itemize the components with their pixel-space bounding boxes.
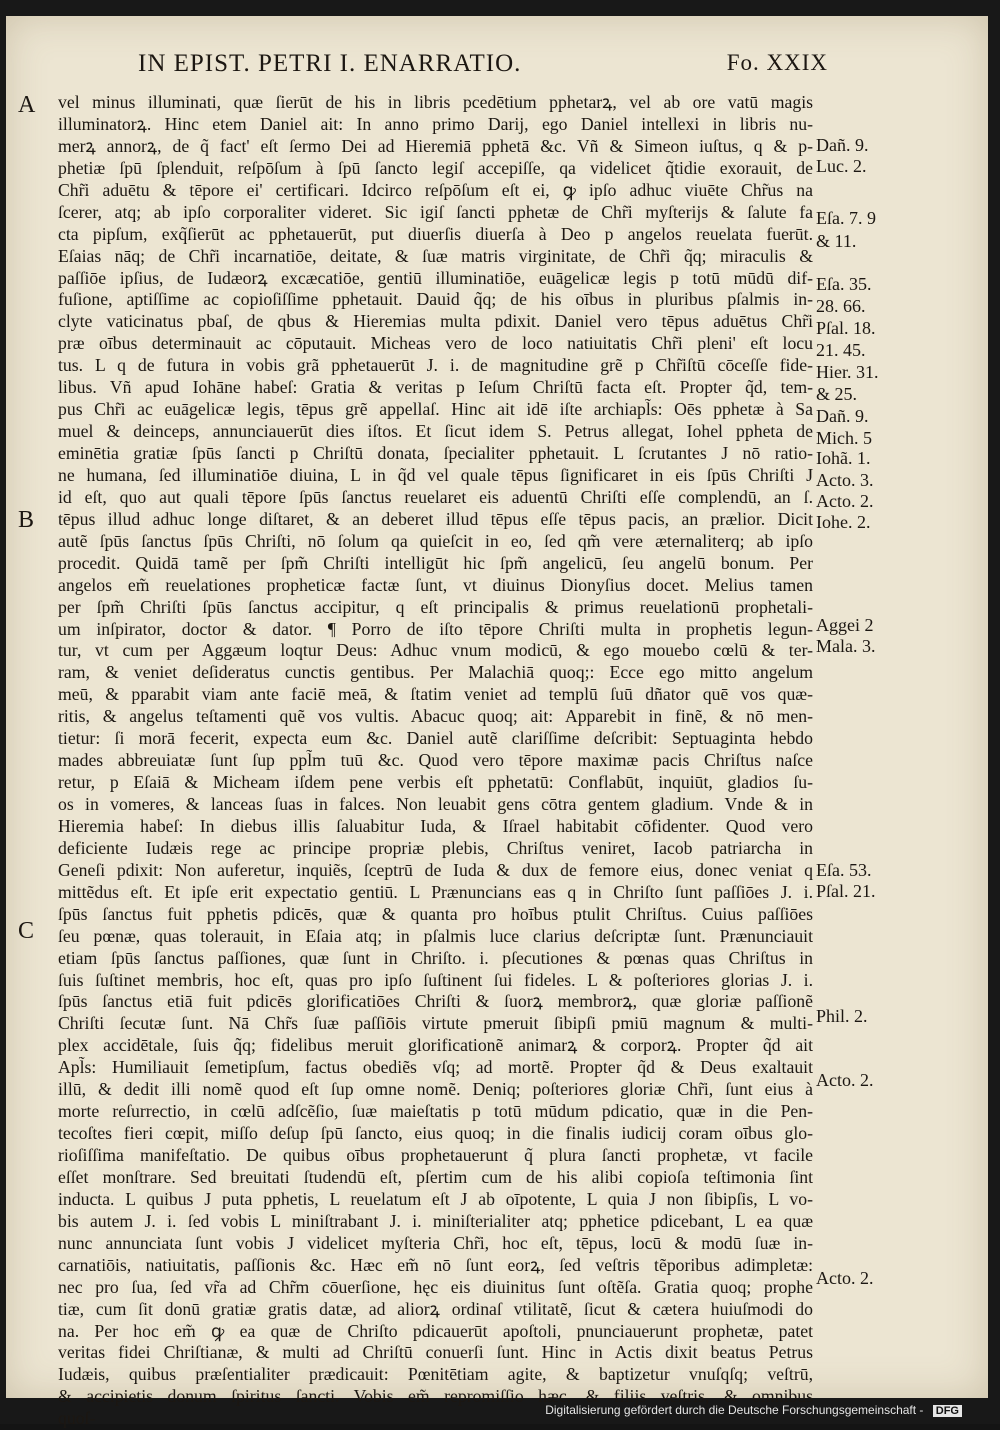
text-line: Hieremia habeſ: In diebus illis ſaluabitur Iuda, & Iſrael habitabit cōfidenter. Quod vero (58, 815, 813, 836)
margin-note: Mala. 3. (816, 636, 876, 656)
text-line: quoſ- (58, 1408, 96, 1429)
dfg-logo: DFG (933, 1405, 962, 1417)
text-line: plex accidētale, ſuis q̃q; fidelibus meruit glorificationẽ animarꝝ & corporꝝ. Propter q̃d ait (58, 1035, 813, 1056)
text-line: etiam ſpūs ſanctus paſſiones, quæ ſunt in Chriſto. i. pſecutiones & pœnas quas Chriſtus in (58, 947, 813, 968)
margin-note: Dañ. 9. (816, 406, 869, 426)
text-line: & accipietis donum ſpiritus ſancti. Vobis em̃ repromiſſio hæc, & filijs veſtris, & omnibus (58, 1386, 813, 1407)
text-line: ſpūs ſanctus fuit pphetis pdicēs, quæ & quanta pro hoībus ptulit Chriſtus. Cuius paſſiōes (58, 903, 813, 924)
margin-note: Eſa. 35. (816, 274, 872, 294)
margin-note: Dañ. 9. (816, 135, 869, 155)
margin-note: Mich. 5 (816, 428, 872, 448)
margin-note: Acto. 2. (816, 1070, 874, 1090)
text-line: retur, p Eſaiā & Micheam iſdem pene verbis eſt pphetatū: Conflabūt, inquiūt, gladios ſu- (58, 772, 813, 793)
folio-number: Fo. XXIX (726, 50, 828, 75)
text-line: cta pipſum, exq̃ſierūt ac pphetauerūt, put diuerſis diuerſa à Deo p angelos reuelata fuerūt. (58, 223, 813, 244)
margin-note: Iohe. 2. (816, 512, 871, 532)
text-line: ritis, & angelus teſtamenti quẽ vos vultis. Abacuc quoq; ait: Apparebit in finẽ, & nō men- (58, 706, 813, 727)
text-line: tietur: ſi morā fecerit, expecta eum &c. Daniel autẽ clariſſime deſcribit: Septuaginta hebdo (58, 728, 813, 749)
text-line: tus. L q de futura in vobis grã pphetauerūt J. i. de magnitudine grẽ p Chr̃iſtū cōceſſe fide- (58, 355, 813, 376)
text-line: carnatiōis, natiuitatis, paſſionis &c. Hæc em̃ nō ſunt eorꝝ, ſed veſtris tẽporibus adimpletæ: (58, 1254, 813, 1275)
text-line: Chr̃i aduētu & tēpore ei' certificari. Idcirco reſpōſum eſt ei, ꝙ ipſo adhuc viuēte Chr̃us na (58, 179, 813, 200)
text-line: Apl̃s: Humiliauit ſemetipſum, factus obediẽs vſq; ad mortẽ. Propter q̃d & Deus exaltauit (58, 1057, 813, 1078)
text-line: merꝝ annorꝝ, de q̃ fact' eſt ſermo Dei ad Hieremiā pphetā &c. Vñ & Simeon iuſtus, q & p- (58, 135, 813, 156)
text-line: clyte vaticinatus pbaſ, de qbus & Hieremias multa pdixit. Daniel vero tēpus aduētus Chr̃i (58, 311, 813, 332)
text-line: ſpūs ſanctus etiā fuit pdicēs glorificatiōes Chriſti & ſuorꝝ membrorꝝ, quæ gloriæ paſſionẽ (58, 991, 813, 1012)
text-line: mittẽdus eſt. Et ipſe erit expectatio gentiū. L Prænuncians eas q in Chriſto ſunt paſſiōes J. i. (58, 881, 813, 902)
running-title: IN EPIST. PETRI I. ENARRATIO. (138, 50, 522, 77)
text-line: meū, & pparabit viam ante faciē meā, & ſtatim veniet ad templū ſuū dñator quē vos quæ- (58, 684, 813, 705)
text-line: morte reſurrectio, in cœlū adſcẽſio, ſuæ maieſtatis p totū mūdum pdicatio, quæ in die Pen- (58, 1101, 813, 1122)
text-line: veritas fidei Chriſtianæ, & multi ad Chriſtū conuerſi ſunt. Hinc in Actis dixit beatus Petrus (58, 1342, 813, 1363)
text-line: per ſpm̃ Chriſti ſpūs ſanctus accipitur, q eſt principalis & primus reuelationū prophetali- (58, 596, 813, 617)
margin-note: Acto. 2. (816, 1268, 874, 1288)
text-line: Geneſi pdixit: Non auferetur, inquiẽs, ſceptrū de Iuda & dux de femore eius, donec veniat q (58, 859, 813, 880)
margin-note: 21. 45. (816, 340, 866, 360)
text-line: fuſione, aptiſſime ac copioſiſſime pphetauit. Dauid q̃q; de his oībus in pluribus pſalmis in- (58, 289, 813, 310)
text-line: Chriſti ſecutæ ſunt. Nā Chr̃s ſuæ paſſiōis virtute pmeruit ſibipſi pmiū magnum & multi- (58, 1013, 813, 1034)
text-line: bis autem J. i. ſed vobis L miniſtrabant J. i. miniſterialiter atq; pphetice pdicebant, L ea quæ (58, 1210, 813, 1231)
text-line: paſſiōe ipſius, de Iudæorꝝ excæcatiōe, gentiū illuminatiōe, euāgelicæ legis p totū mūdū dif- (58, 267, 813, 288)
text-line: Iudæis, quibus præſentialiter prædicauit: Pœnitētiam agite, & baptizetur vnuſqſq; veſtrū, (58, 1364, 813, 1385)
text-line: libus. Vñ apud Iohāne habeſ: Gratia & veritas p Ieſum Chriſtū facta eſt. Propter q̃d, tem- (58, 377, 813, 398)
text-line: ſcerer, atq; ab ipſo corporaliter videret. Sic igiſ ſancti pphetæ de Chr̃i myſterijs & ſalute fa (58, 201, 813, 222)
text-line: rioſiſſima manifeſtatio. De quibus oībus prophetauerunt q̃ plura ſancti prophetæ, vt facile (58, 1145, 813, 1165)
text-line: ſuis ſuſtinet membris, hoc eſt, quas pro ipſo ſuſtinent ſui fideles. L & poſteriores glorias J. i. (58, 969, 813, 990)
text-line: tur, vt cum per Aggæum loqtur Deus: Adhuc vnum modicū, & ego mouebo cœlū & ter- (58, 640, 813, 661)
text-line: nunc annunciata ſunt vobis J videlicet myſteria Chr̃i, hoc eſt, tēpus, locū & modū ſuæ in- (58, 1232, 813, 1253)
text-line: vel minus illuminati, quæ ſierūt de his in libris pcedētium pphetarꝝ, vel ab ore vatū magis (58, 92, 813, 112)
text-line: Eſaias nāq; de Chr̃i incarnatiōe, deitate, & ſuæ matris virginitate, de Chr̃i q̃q; miraculis & (58, 245, 813, 266)
text-line: tiæ, cum ſit donū gratiæ gratis datæ, ad aliorꝝ ordinaſ vtilitatẽ, ſicut & cætera huiuſmodi do (58, 1298, 813, 1319)
section-letter-b: B (18, 507, 35, 533)
text-line: illū, & dedit illi nomẽ quod eſt ſup omne nomẽ. Deniq; poſteriores gloriæ Chr̃i, ſunt eius à (58, 1079, 813, 1100)
commentary-body (58, 92, 813, 1430)
text-line: deficiente Iudæis rege ac principe propriæ plebis, Chriſtus veniret, Iacob patriarcha in (58, 837, 813, 858)
text-line: muel & deinceps, annunciauerūt dies iſtos. Et ſicut idem S. Petrus allegat, Iohel ppheta de (58, 421, 813, 442)
text-line: tēpus illud adhuc longe diſtaret, & an deberet illud tēpus eſſe tēpus pacis, an prælior. Dicit (58, 508, 813, 529)
text-line: ne humana, ſed illuminatiōe diuina, L in q̃d vel quale tēpus ſignificaret in eis ſpūs Chriſti J (58, 464, 813, 485)
margin-note: & 11. (816, 231, 857, 251)
page-header (138, 50, 828, 80)
margin-note: Hier. 31. (816, 362, 879, 382)
text-line: angelos em̃ reuelationes propheticæ factæ ſunt, vt diuinus Dionyſius docet. Melius tamen (58, 574, 813, 595)
margin-note: Eſa. 7. 9 (816, 208, 876, 228)
text-line: illuminatorꝝ. Hinc etem Daniel ait: In anno primo Darij, ego Daniel intellexi in libris nu- (58, 113, 813, 134)
text-line: na. Per hoc em̃ ꝙ ea quæ de Chriſto pdicauerūt apoſtoli, pnunciauerunt prophetæ, patet (58, 1320, 813, 1341)
text-line: ſeu pœnæ, quas tolerauit, in Eſaia atq; in pſalmis luce clarius deſcriptæ ſunt. Prænunciauit (58, 925, 813, 946)
text-line: os in vomeres, & lanceas ſuas in falces. Non leuabit gens cōtra gentem gladium. Vnde & in (58, 794, 813, 814)
margin-note: Iohã. 1. (816, 448, 871, 468)
text-line: nec pro ſua, ſed vr̃a ad Chr̃m cōuerſione, hęc eis diuinitus ſunt oſtẽſa. Gratia quoq; prophe (58, 1276, 813, 1297)
text-line: id eſt, quo aut quali tēpore ſpūs ſanctus reuelaret eis aduentū Chriſti eſſe complendū, an ſ. (58, 486, 813, 507)
margin-note: Aggei 2 (816, 615, 874, 635)
margin-note: Eſa. 53. (816, 860, 872, 880)
section-letter-c: C (18, 918, 35, 944)
text-line: eſſet monſtrare. Sed breuitati ſtudendū eſt, pſertim cum de his alibi copioſa teſtimonia ſint (58, 1166, 813, 1187)
text-line: procedit. Quidā tamẽ per ſpm̃ Chriſti intelligūt hic ſpm̃ angelicū, ſeu angelū bonum. Per (58, 552, 813, 573)
text-line: phetiæ ſpū ſplenduit, reſpōſum à ſpū ſancto legiſ accepiſſe, qa videlicet q̃tidie exorauit, de (58, 157, 813, 178)
text-line: tecoſtes fieri cœpit, miſſo deſup ſpū ſancto, eius quoq; in die finalis iudicij coram oībus glo- (58, 1123, 813, 1144)
text-line: pus Chr̃i ac euāgelicæ legis, tēpus grẽ appellaſ. Hinc ait idē iſte archiapl̃s: Oēs pphetæ à Sa (58, 399, 813, 420)
section-letter-a: A (18, 92, 36, 118)
margin-note: Luc. 2. (816, 156, 867, 176)
text-line: um inſpirator, doctor & dator. ¶ Porro de iſto tēpore Chriſti multa in prophetis legun- (58, 618, 813, 639)
margin-note: Acto. 2. (816, 491, 874, 511)
margin-note: & 25. (816, 384, 858, 404)
margin-note: Pſal. 21. (816, 881, 876, 901)
text-line: eminētia gratiæ ſpūs ſancti p Chriſtū donata, ſpecialiter pphetauit. L ſcrutantes J nō ratio- (58, 443, 813, 463)
text-line: ram, & veniet deſideratus cunctis gentibus. Per Malachiā quoq;: Ecce ego mitto angelum (58, 662, 813, 683)
text-line: mades abbreuiatæ ſunt ſup ppl̃m tuū &c. Quod vero tēpore maximæ pacis Chriſtus naſce (58, 750, 813, 771)
text-line: inducta. L quibus J puta pphetis, L reuelatum eſt J ab oīpotente, L quia J non ſibipſis, L vo- (58, 1188, 813, 1209)
margin-note: Acto. 3. (816, 470, 874, 490)
credit-text: Digitalisierung gefördert durch die Deutsche Forschungsgemeinschaft - (545, 1403, 924, 1417)
margin-note: 28. 66. (816, 296, 866, 316)
digitization-credit (545, 1403, 962, 1419)
margin-note: Phil. 2. (816, 1006, 868, 1026)
text-line: autẽ ſpūs ſanctus ſpūs Chriſti, nō ſolum qa quieſcit in eo, ſed qm̃ vere æternaliterq; ab ipſo (58, 530, 813, 551)
text-line: præ oībus determinauit ac cōputauit. Micheas vero de loco natiuitatis Chr̃i pleni' eſt locu (58, 333, 813, 354)
margin-note: Pſal. 18. (816, 318, 876, 338)
